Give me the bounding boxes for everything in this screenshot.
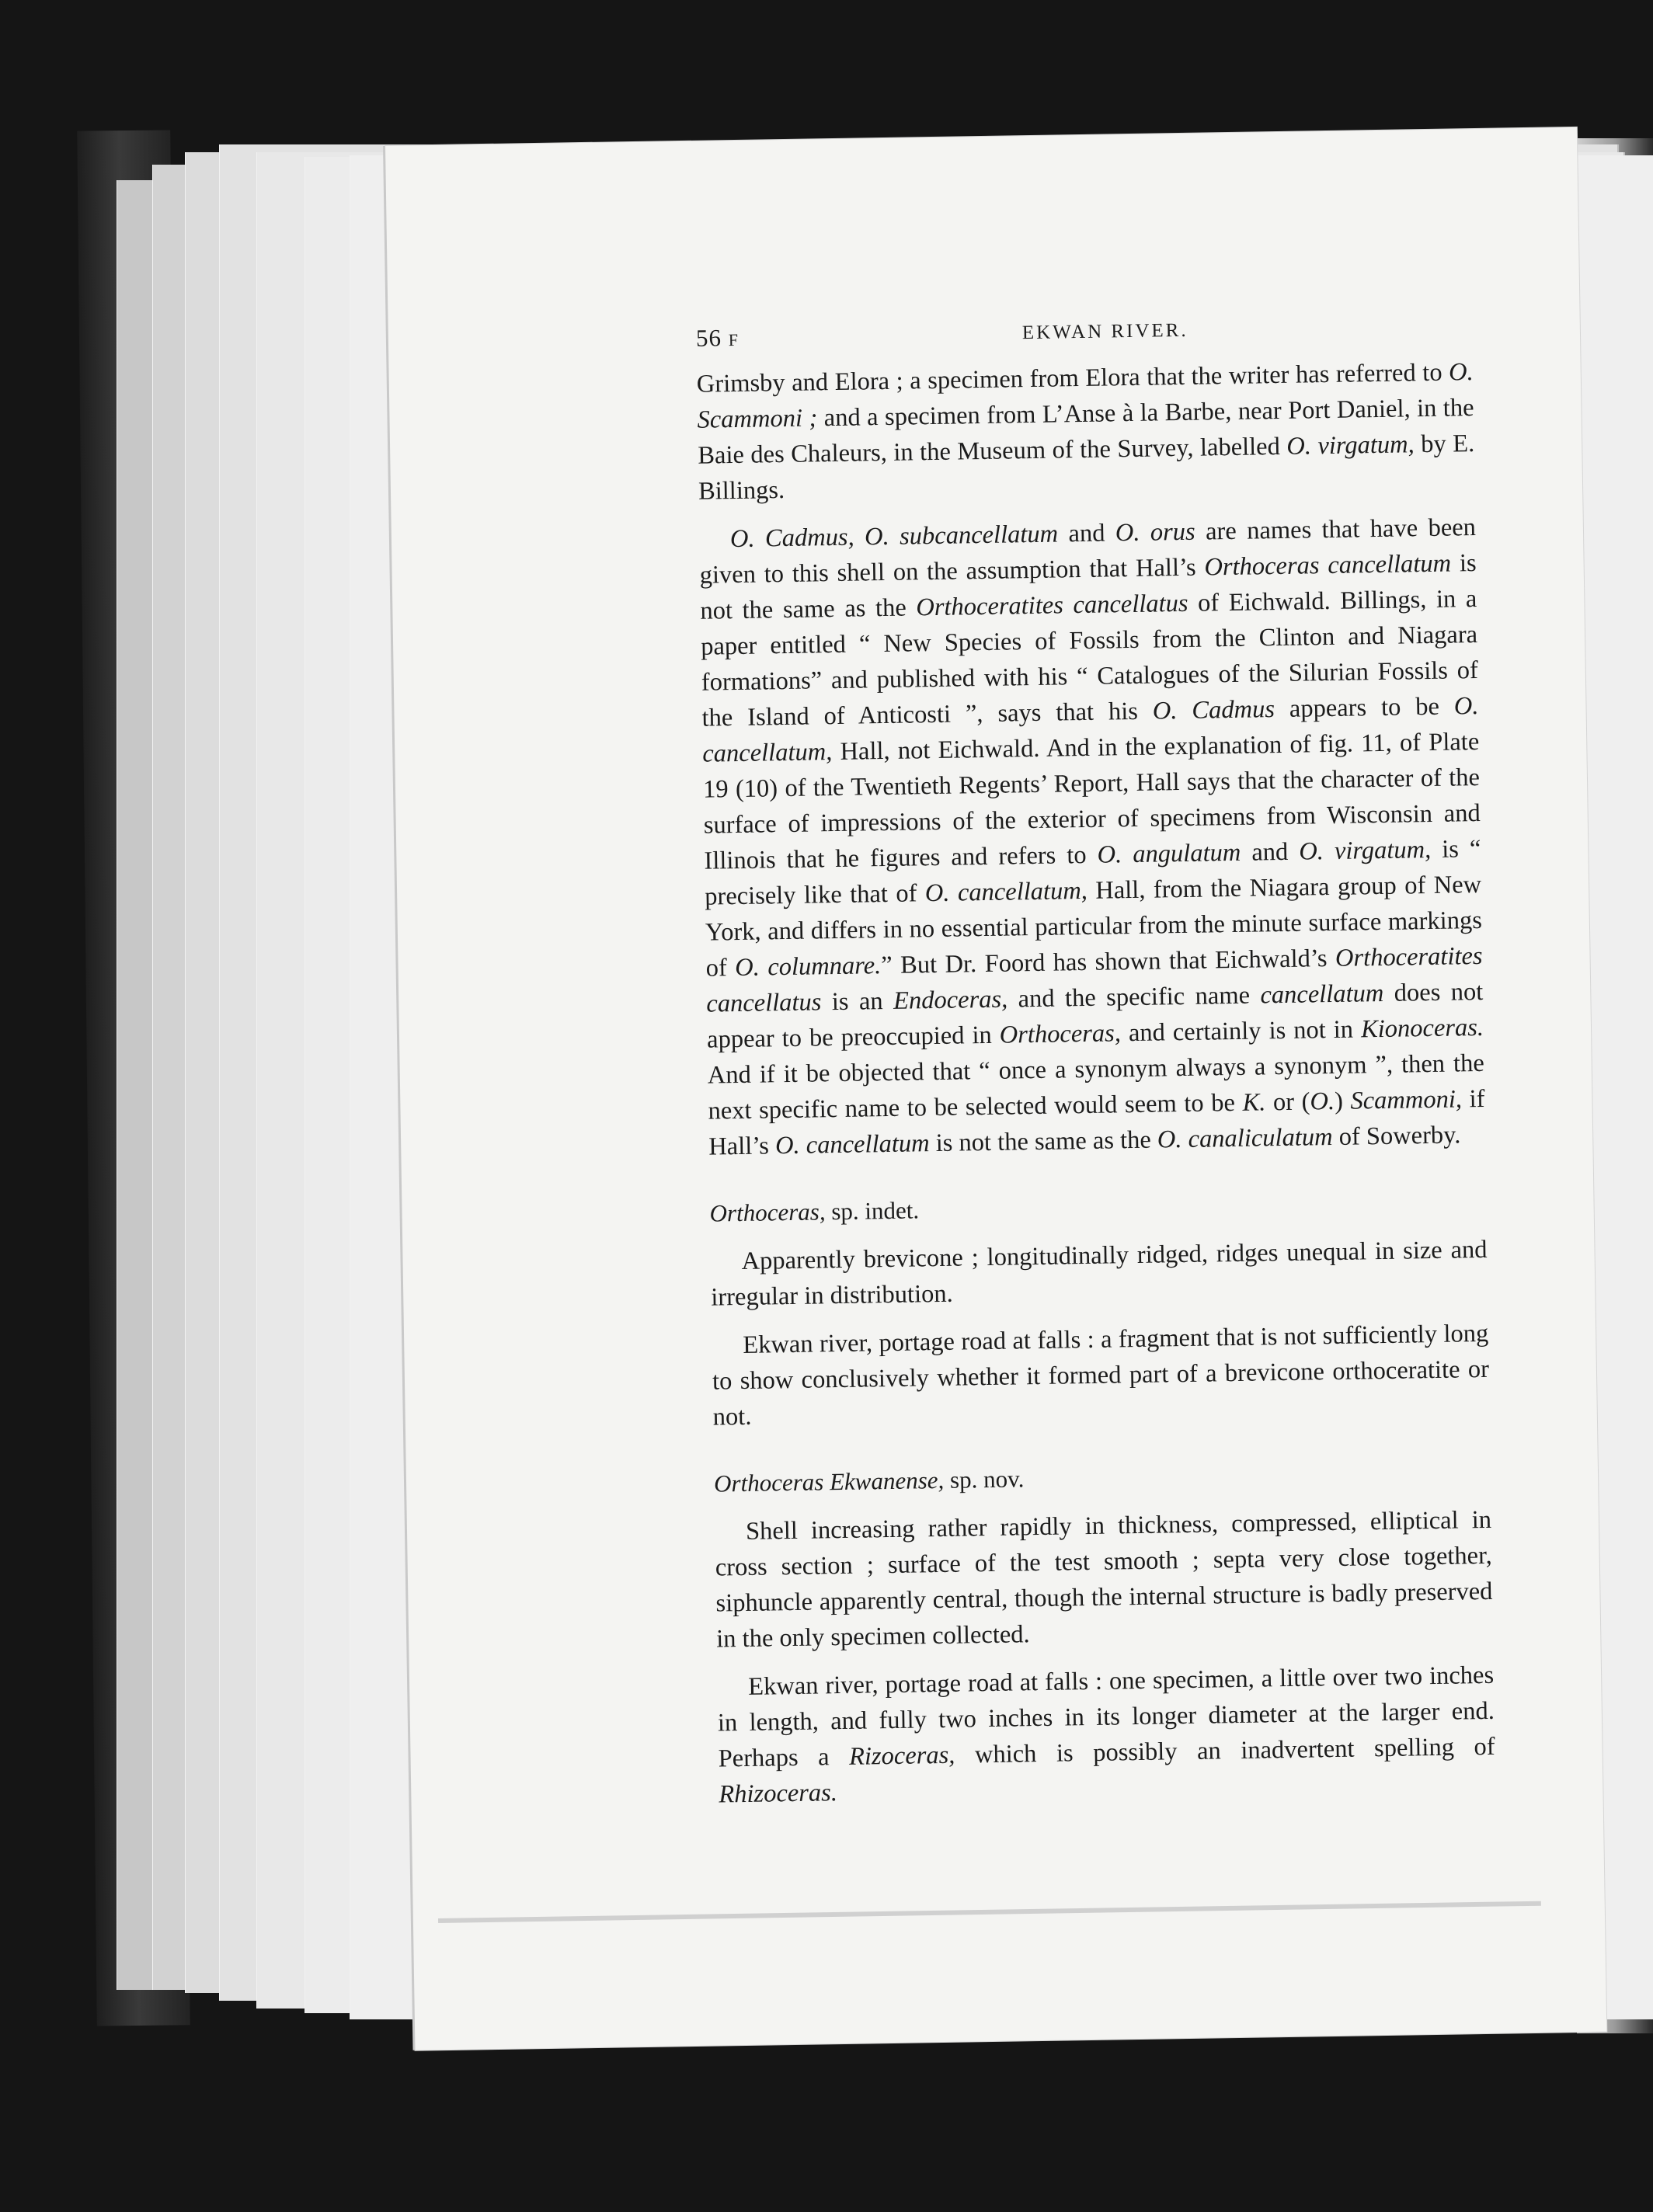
text-run: if Hall’s (708, 1084, 1485, 1161)
italic-text-run: O. cancellatum, (924, 876, 1088, 908)
text-run: And if it be objected that “ once a synonym always a synonym ”, then the next specific name to be selected would seem to be (707, 1049, 1485, 1125)
text-run: and (1057, 519, 1116, 548)
book-page (385, 127, 1606, 2050)
italic-text-run: O. columnare. (734, 951, 882, 983)
text-run: Grimsby and Elora ; a specimen from Elora that the writer has referred to (696, 358, 1449, 398)
italic-text-run: O. canaliculatum (1157, 1123, 1333, 1154)
italic-text-run: Orthoceras, (999, 1019, 1122, 1049)
text-run: and the specific name (1007, 981, 1261, 1014)
italic-text-run: Orthoceras Ekwanense, (713, 1466, 945, 1497)
text-run: is “ precisely like that of (704, 834, 1481, 911)
italic-text-run: O. cancellatum (774, 1129, 930, 1160)
running-head (696, 312, 1474, 359)
text-run: Shell increasing rather rapidly in thickness, compressed, elliptical in cross section ; surface of the test smooth ; septa very close together, siphuncle apparently central, though the internal structure is badly preserved in the only specimen collected. (715, 1505, 1493, 1654)
text-run: which is possibly an inadvertent spelling of (955, 1732, 1495, 1769)
text-run: Hall, from the Niagara group of New York, and differs in no essential particular from the minute surface markings of (705, 870, 1483, 983)
text-run: Ekwan river, portage road at falls : one specimen, a little over two inches in length, and fully two inches in its longer diameter at the larger end. Perhaps a (717, 1661, 1495, 1773)
italic-text-run: Orthoceratites cancellatus (706, 941, 1483, 1018)
text-run: sp. nov. (943, 1465, 1025, 1494)
paragraph (710, 1232, 1488, 1316)
text-run: ) (1334, 1087, 1351, 1115)
running-title: EKWAN RIVER. (1021, 319, 1188, 344)
text-run: sp. indet. (825, 1196, 920, 1226)
italic-text-run: Rhizoceras. (719, 1779, 838, 1809)
text-run: Hall, not Eichwald. And in the explanation of fig. 11, of Plate 19 (10) of the Twentieth Regents’ Report, Hall says that the character of the surface of impressions of the exterior of specimens from Wisconsin and Illinois that he figures and refers to (702, 727, 1481, 875)
italic-text-run: Orthoceratites cancellatus (916, 589, 1188, 622)
text-run: of Sowerby. (1332, 1121, 1461, 1151)
italic-text-run: O. Cadmus (1152, 695, 1275, 725)
text-run: is not the same as the (700, 549, 1477, 625)
italic-text-run: O. Scammoni ; (697, 358, 1474, 434)
italic-text-run: cancellatum (1260, 979, 1384, 1010)
italic-text-run: O. (1310, 1087, 1335, 1116)
italic-text-run: Orthoceras, (709, 1198, 826, 1227)
italic-text-run: O. virgatum, (1286, 430, 1415, 461)
text-run: ” But Dr. Foord has shown that Eichwald’s (880, 944, 1336, 980)
text-run: are names that have been given to this shell on the assumption that Hall’s (699, 513, 1477, 590)
paragraph (715, 1502, 1494, 1657)
text-run: does not appear to be preoccupied in (706, 977, 1484, 1054)
text-run: and (1241, 837, 1300, 867)
text-run: by E. Billings. (698, 430, 1475, 506)
text-run: Ekwan river, portage road at falls : a fragment that is not sufficiently long to show conclusively whether it formed part of a brevicone orthoceratite or not. (712, 1319, 1490, 1431)
text-run: is an (821, 986, 894, 1017)
text-run: and certainly is not in (1120, 1015, 1362, 1048)
italic-text-run: Kionoceras. (1360, 1013, 1484, 1044)
italic-text-run: O. virgatum, (1299, 835, 1432, 866)
paragraph (712, 1316, 1490, 1435)
italic-text-run: O. orus (1115, 517, 1195, 548)
italic-text-run: Orthoceras cancellatum (1204, 549, 1452, 582)
italic-text-run: K. (1242, 1088, 1266, 1117)
paragraph (699, 510, 1486, 1165)
italic-text-run: O. angulatum (1097, 838, 1241, 869)
page-number: 56 F (695, 324, 740, 352)
paragraph (717, 1657, 1496, 1813)
text-run: Apparently brevicone ; longitudinally ridged, ridges unequal in size and irregular in distribution. (711, 1235, 1488, 1312)
italic-text-run: O. cancellatum, (702, 691, 1479, 768)
italic-text-run: Endoceras, (893, 985, 1008, 1015)
page-content (696, 312, 1496, 1812)
italic-text-run: O. Cadmus, O. subcancellatum (729, 520, 1059, 554)
text-run: of Eichwald. Billings, in a paper entitled “ New Species of Fossils from the Clinton and Niagara formations” and published with his “ Catalogues of the Silurian Fossils of the Island of Anticosti ”, says that his (700, 585, 1479, 732)
paragraph (697, 354, 1476, 510)
text-run: or ( (1265, 1087, 1310, 1117)
text-run: appears to be (1274, 692, 1455, 724)
italic-text-run: Rizoceras, (848, 1741, 955, 1771)
text-run: and a specimen from L’Anse à la Barbe, near Port Daniel, in the Baie des Chaleurs, in the Museum of the Survey, labelled (698, 394, 1474, 470)
italic-text-run: Scammoni, (1350, 1085, 1463, 1115)
text-run: is not the same as the (929, 1125, 1158, 1158)
